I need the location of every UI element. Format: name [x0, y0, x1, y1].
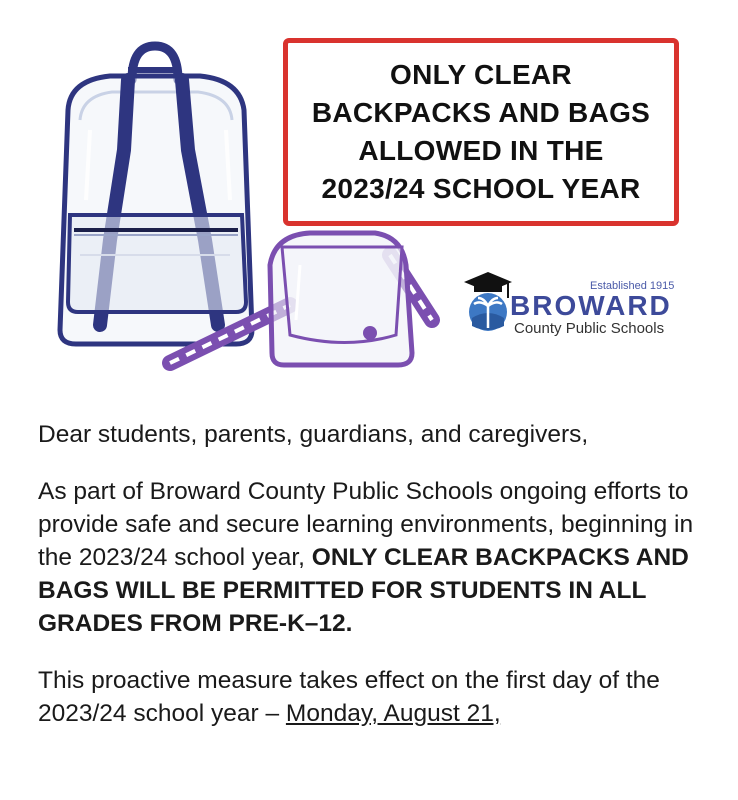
paragraph-1-text: As part of Broward County Public Schools ongoing efforts to provide safe and secure learning environments, beginning in the 2023/24 school year, [38, 478, 694, 571]
broward-logo [462, 268, 682, 338]
graduation-cap-palm-icon [462, 268, 514, 336]
notice-line: BACKPACKS AND BAGS [311, 97, 651, 128]
paragraph-1-bold: ONLY CLEAR BACKPACKS AND BAGS WILL BE PERMITTED FOR STUDENTS IN ALL GRADES FROM PRE-K–12. [38, 544, 689, 637]
clear-messenger-bag-image [150, 225, 450, 375]
paragraph-2 [38, 664, 708, 730]
notice-box [283, 38, 679, 226]
notice-line: ONLY CLEAR [390, 59, 572, 90]
logo-subtitle: County Public Schools [514, 320, 665, 337]
notice-line: ALLOWED IN THE [358, 135, 604, 166]
paragraph-2-text: This proactive measure takes effect on the first day of the 2023/24 school year – [38, 667, 660, 727]
start-date-link[interactable]: Monday, August 21, [285, 700, 501, 727]
logo-name: BROWARD [510, 290, 672, 321]
notice-line: 2023/24 SCHOOL YEAR [321, 173, 641, 204]
paragraph-1 [38, 475, 708, 640]
greeting: Dear students, parents, guardians, and caregivers, [38, 421, 589, 448]
logo-established: Established 1915 [590, 280, 675, 292]
letter-body [38, 418, 708, 754]
